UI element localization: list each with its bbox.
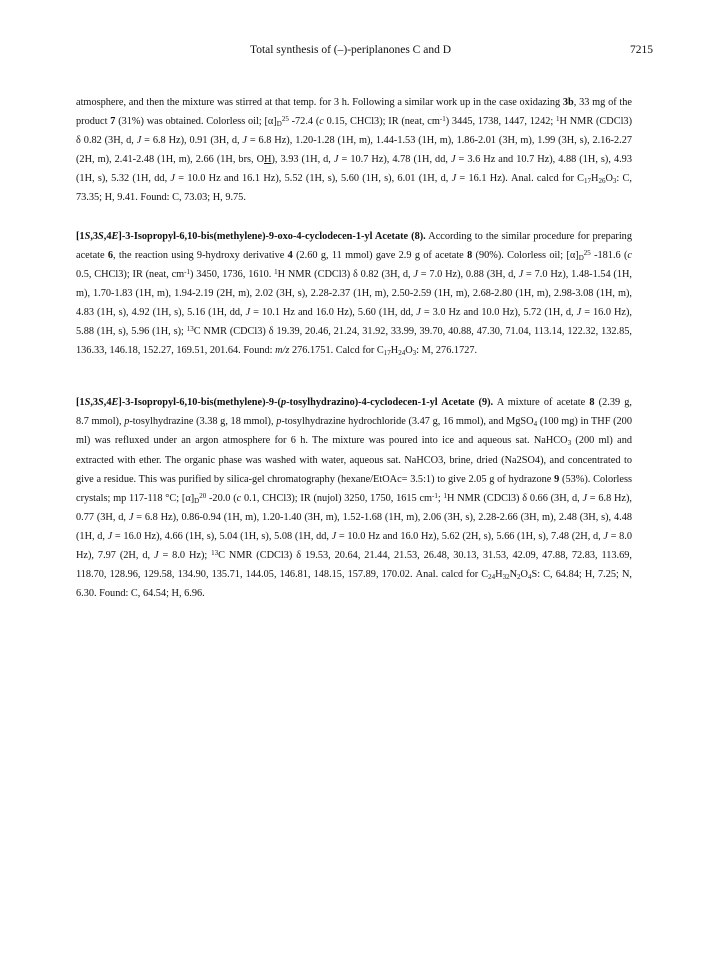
paragraph-compound-8: [1S,3S,4E]-3-Isopropyl-6,10-bis(methylene)-9-oxo-4-cyclodecen-1-yl Acetate (8). According to the similar procedure for preparing acetate 6, the reaction using 9-hydroxy derivative 4 (2.60 g, 11 mmol) gave 2.9 g of acetate 8 (90%). Colorless oil; $[\alpha]_D^{25}$ -181.6 (c 0.5, CHCl3); IR (neat, $cm^{-1}$) 3450, 1736, 1610. $^1$H NMR (CDCl3) δ 0.82 (3H, d, J = 7.0 Hz), 0.88 (3H, d, J = 7.0 Hz), 1.48-1.54 (1H, m), 1.70-1.83 (1H, m), 1.94-2.19 (2H, m), 2.02 (3H, s), 2.28-2.37 (1H, m), 2.50-2.59 (1H, m), 2.68-2.80 (1H, m), 2.98-3.08 (1H, m), 4.83 (1H, s), 4.92 (1H, s), 5.16 (1H, dd, J = 10.1 Hz and 16.0 Hz), 5.60 (1H, dd, J = 3.0 Hz and 10.0 Hz), 5.72 (1H, d, J = 16.0 Hz), 5.88 (1H, s), 5.96 (1H, s); $^{13}$C NMR (CDCl3) δ 19.39, 20.46, 21.24, 31.92, 33.99, 39.70, 40.88, 47.30, 71.04, 113.14, 122.32, 132.85, 136.33, 146.18, 152.27, 169.51, 201.64. Found: m/z 276.1751. Calcd for $C_{17}H_{24}O_3$: M, 276.1727. [76,230,632,358]
paragraph-compound-9: [1S,3S,4E]-3-Isopropyl-6,10-bis(methylene)-9-(p-tosylhydrazino)-4-cyclodecen-1-yl Acetate (9). A mixture of acetate 8 (2.39 g, 8.7 mmol), p-tosylhydrazine (3.38 g, 18 mmol), p-tosylhydrazine hydrochloride (3.47 g, 16 mmol), and MgSO$_4$ (100 mg) in THF (200 ml) was refluxed under an argon atmosphere for 6 h. The mixture was poured into ice and aqueous sat. NaHCO$_3$ (200 ml) and extracted with ether. The organic phase was washed with water, aqueous sat. NaHCO3, brine, dried (Na2SO4), and concentrated to give a residue. This was purified by silica-gel chromatography (hexane/EtOAc= 3.5:1) to give 2.05 g of hydrazone 9 (53%). Colorless crystals; mp 117-118 °C; $[\alpha]_D^{20}$ -20.0 (c 0.1, CHCl3); IR (nujol) 3250, 1750, 1615 $cm^{-1}$; $^1$H NMR (CDCl3) δ 0.66 (3H, d, J = 6.8 Hz), 0.77 (3H, d, J = 6.8 Hz), 0.86-0.94 (1H, m), 1.20-1.40 (3H, m), 1.52-1.68 (1H, m), 2.06 (3H, s), 2.28-2.66 (3H, m), 2.48 (3H, s), 4.48 (1H, d, J = 16.0 Hz), 4.66 (1H, s), 5.04 (1H, s), 5.08 (1H, dd, J = 10.0 Hz and 16.0 Hz), 5.62 (2H, s), 5.66 (1H, s), 7.48 (2H, d, J = 8.0 Hz), 7.97 (2H, d, J = 8.0 Hz); $^{13}$C NMR (CDCl3) δ 19.53, 20.64, 21.44, 21.53, 26.48, 30.13, 31.53, 42.09, 47.88, 72.83, 113.69, 118.70, 128.96, 129.58, 134.90, 135.71, 144.05, 146.81, 148.15, 157.89, 170.02. Anal. calcd for $C_{24}H_{32}N_2O_4S$: C, 64.84; H, 7.25; N, 6.30. Found: C, 64.54; H, 6.96. [76,397,633,600]
paragraph-compound-7-data: atmosphere, and then the mixture was stirred at that temp. for 3 h. Following a similar work up in the case oxidazing 3b, 33 mg of the product 7 (31%) was obtained. Colorless oil; $[\alpha]_D^{25}$ -72.4 (c 0.15, CHCl3); IR (neat, $cm^{-1}$) 3445, 1738, 1447, 1242; $^1$H NMR (CDCl3) δ 0.82 (3H, d, J = 6.8 Hz), 0.91 (3H, d, J = 6.8 Hz), 1.20-1.28 (1H, m), 1.44-1.53 (1H, m), 1.86-2.01 (3H, m), 1.99 (3H, s), 2.16-2.27 (2H, m), 2.41-2.48 (1H, m), 2.66 (1H, brs, OH), 3.93 (1H, d, J = 10.7 Hz), 4.78 (1H, dd, J = 3.6 Hz and 10.7 Hz), 4.88 (1H, s), 4.93 (1H, s), 5.32 (1H, dd, J = 10.0 Hz and 16.1 Hz), 5.52 (1H, s), 5.60 (1H, s), 6.01 (1H, d, J = 16.1 Hz). Anal. calcd for $C_{17}H_{26}O_3$: C, 73.35; H, 9.41. Found: C, 73.03; H, 9.75. [76,97,633,204]
page-number: 7215 [630,44,653,56]
running-title: Total synthesis of (–)-periplanones C and D [249,44,452,56]
page-header [0,16,701,56]
body-text [76,93,632,622]
